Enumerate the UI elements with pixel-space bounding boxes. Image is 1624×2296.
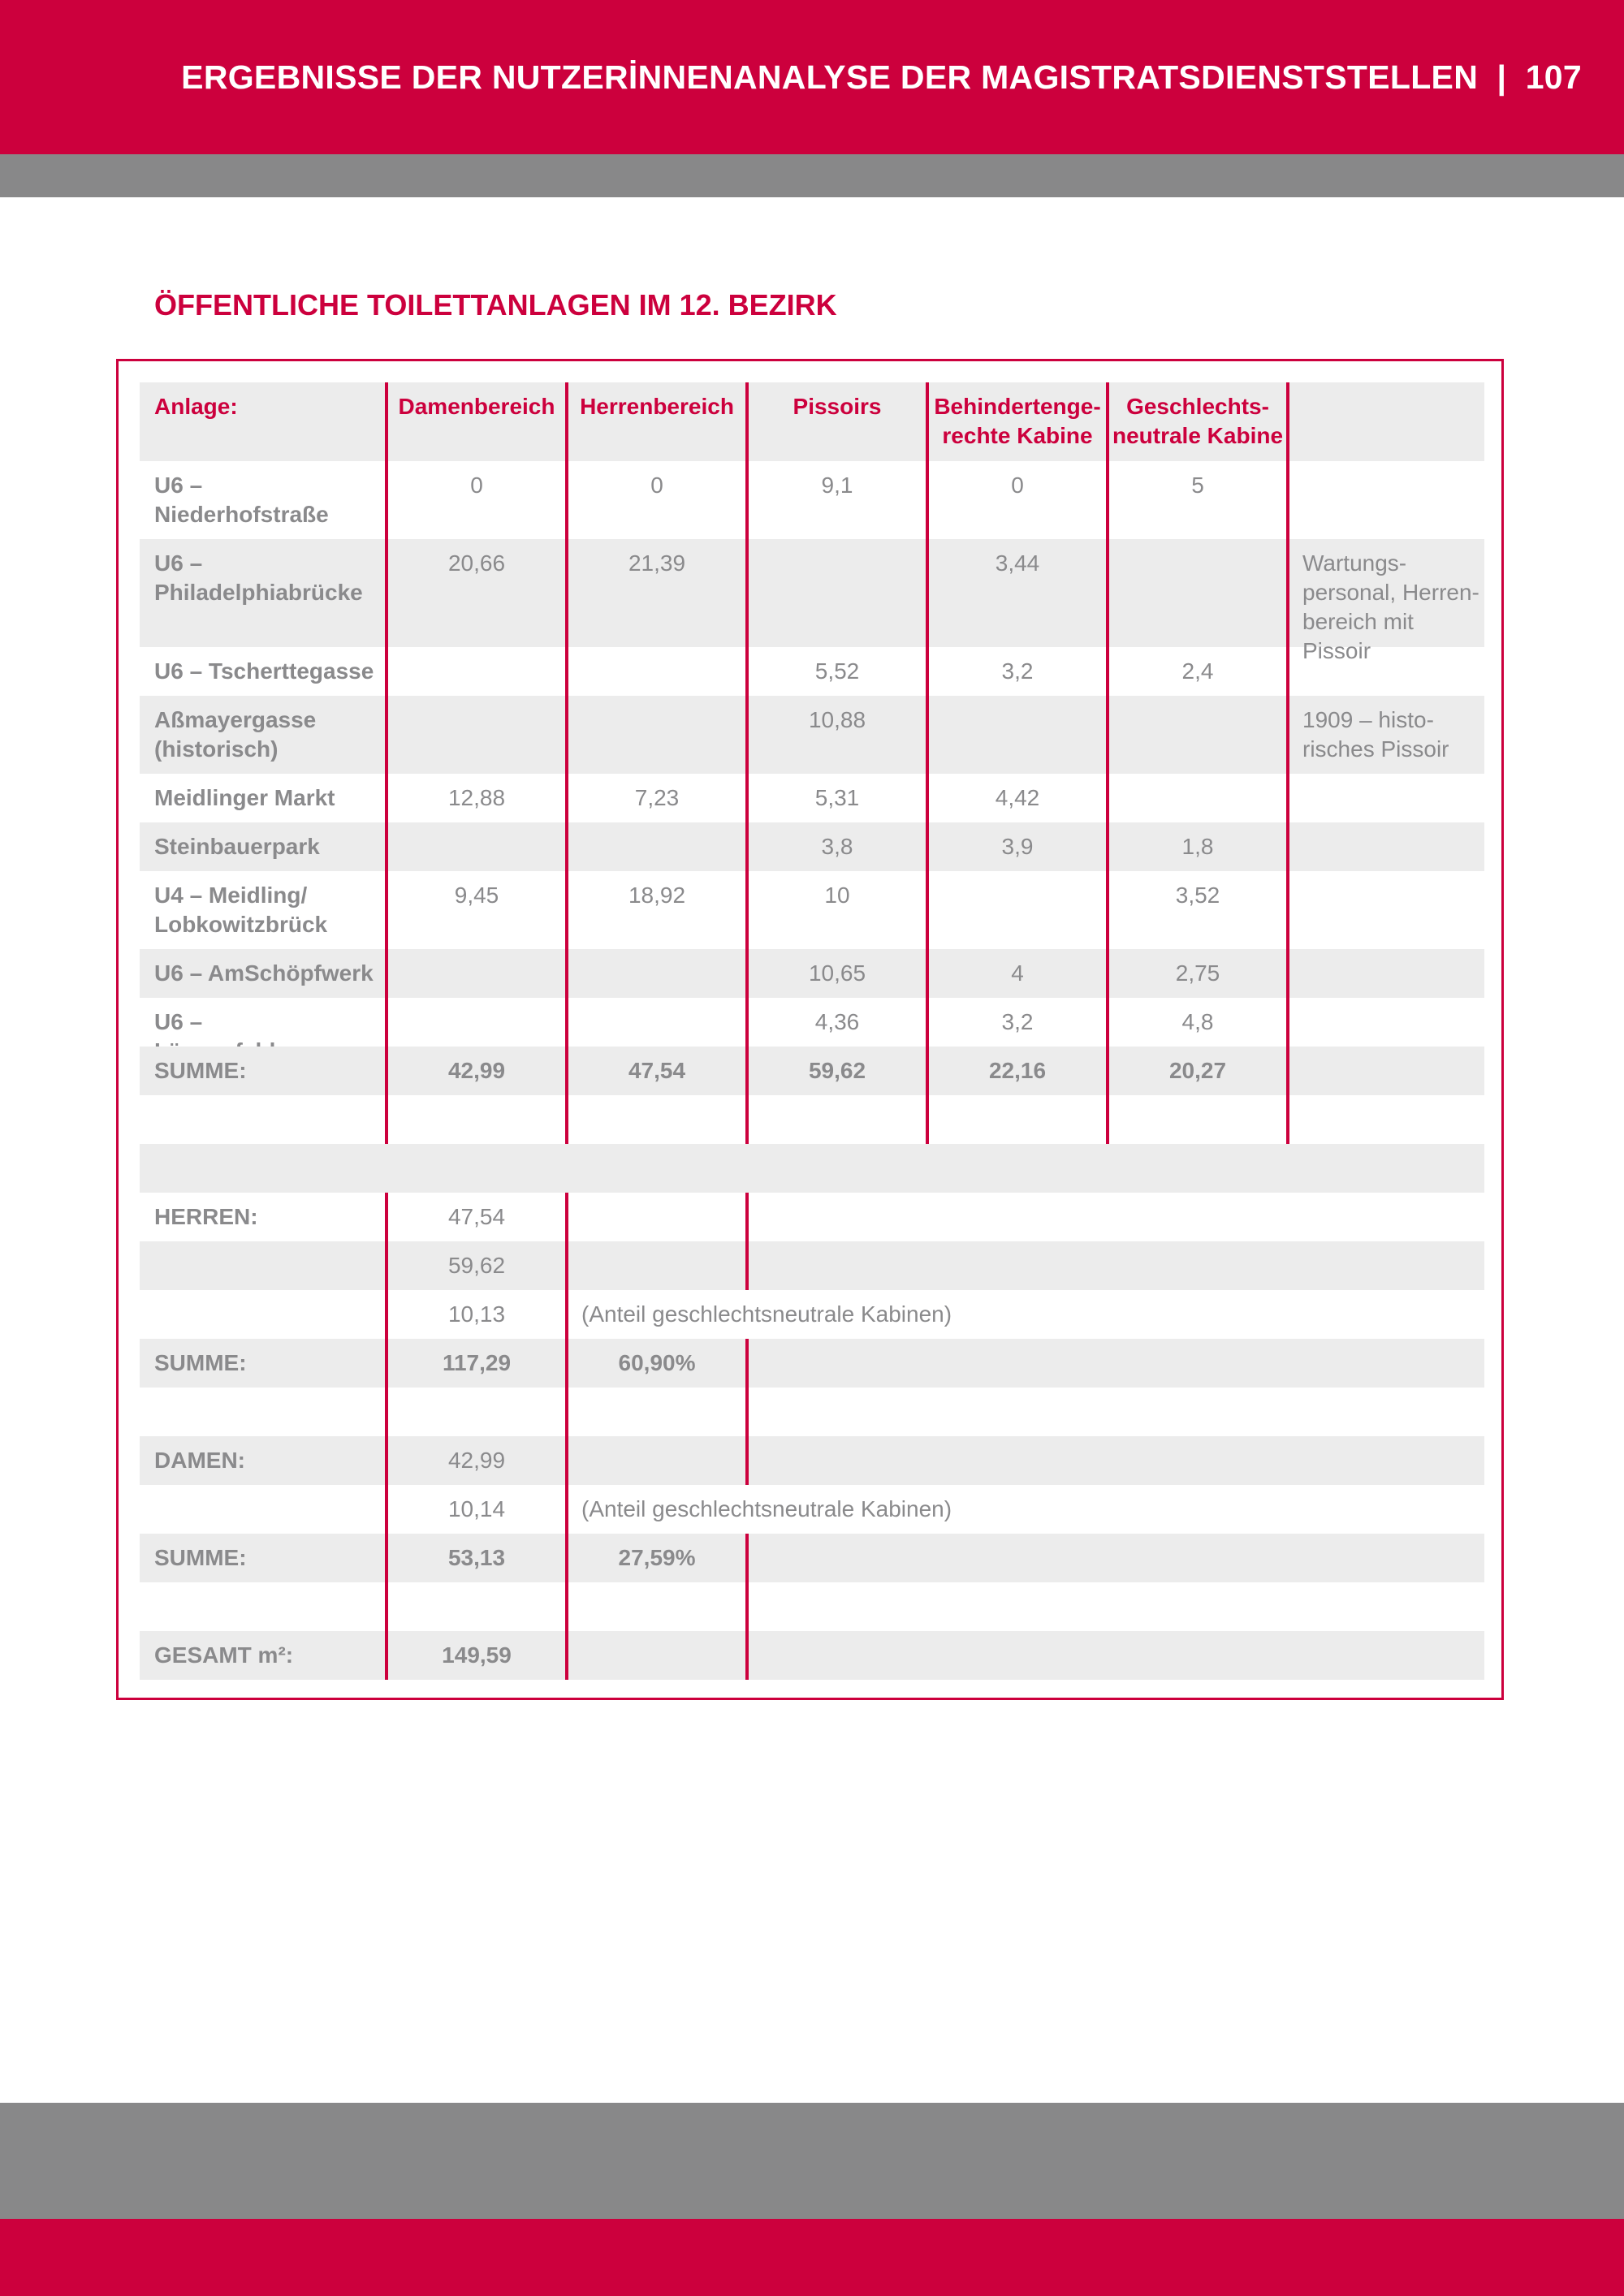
cell-behindertengerecht: 4 (926, 949, 1106, 998)
cell-damen: 0 (385, 461, 565, 539)
spacer-row (140, 1582, 1484, 1631)
row-label: U6 – (154, 1009, 203, 1034)
cell-behindertengerecht: 3,2 (926, 998, 1106, 1047)
herren-note: (Anteil geschlechtsneutrale Kabinen) (565, 1290, 1624, 1339)
damen-sum-row (140, 1534, 1484, 1582)
header-behindertengerechte-kabine: Behindertenge- rechte Kabine (926, 382, 1106, 461)
table-header-row (140, 382, 1484, 461)
header-pissoirs: Pissoirs (745, 382, 926, 461)
header-title-line (181, 58, 1582, 97)
cell-behindertengerecht: 4,42 (926, 774, 1106, 822)
sum-geschlechtsneutral: 20,27 (1106, 1047, 1286, 1095)
cell-behindertengerecht: 3,2 (926, 647, 1106, 696)
cell-geschlechtsneutral (1106, 696, 1286, 774)
herren-sum-row (140, 1339, 1484, 1388)
spacer-cell (565, 1582, 745, 1631)
table-row (140, 949, 1484, 998)
cell-damen (385, 949, 565, 998)
herren-sum-value: 117,29 (385, 1339, 565, 1388)
row-label: U4 – Meidling/ Lobkowitzbrück (154, 883, 328, 937)
table-row (140, 647, 1484, 696)
cell-note (1286, 949, 1484, 998)
damen-empty (565, 1436, 745, 1485)
cell-note (1286, 774, 1484, 822)
herren-value: 47,54 (385, 1193, 565, 1241)
section-title: ÖFFENTLICHE TOILETTANLAGEN IM 12. BEZIRK (154, 288, 837, 322)
header-anlage: Anlage: (154, 394, 238, 419)
cell-geschlechtsneutral: 1,8 (1106, 822, 1286, 871)
damen-label: DAMEN: (154, 1448, 245, 1473)
header-geschlechtsneutrale-kabine: Geschlechts- neutrale Kabine (1106, 382, 1286, 461)
spacer-cell (1286, 1095, 1484, 1144)
table-row (140, 822, 1484, 871)
sum-herren: 47,54 (565, 1047, 745, 1095)
damen-empty (745, 1534, 1624, 1582)
cell-damen: 12,88 (385, 774, 565, 822)
header-damenbereich: Damenbereich (385, 382, 565, 461)
sum-behindertengerecht: 22,16 (926, 1047, 1106, 1095)
damen-empty (745, 1436, 1624, 1485)
damen-row (140, 1485, 1484, 1534)
damen-note: (Anteil geschlechtsneutrale Kabinen) (565, 1485, 1624, 1534)
table-row (140, 774, 1484, 822)
herren-label: HERREN: (154, 1204, 258, 1229)
cell-pissoirs: 9,1 (745, 461, 926, 539)
cell-geschlechtsneutral: 2,75 (1106, 949, 1286, 998)
spacer-cell (385, 1582, 565, 1631)
herren-empty (745, 1339, 1624, 1388)
cell-herren (565, 949, 745, 998)
gesamt-empty (745, 1631, 1624, 1680)
header-separator: | (1497, 58, 1507, 96)
cell-behindertengerecht: 3,44 (926, 539, 1106, 647)
sum-label: SUMME: (154, 1058, 247, 1083)
toilet-table (140, 382, 1484, 1680)
cell-damen (385, 998, 565, 1047)
header-bar (0, 0, 1624, 154)
damen-sum-value: 53,13 (385, 1534, 565, 1582)
cell-geschlechtsneutral: 5 (1106, 461, 1286, 539)
cell-behindertengerecht: 3,9 (926, 822, 1106, 871)
cell-geschlechtsneutral: 4,8 (1106, 998, 1286, 1047)
sum-row (140, 1047, 1484, 1095)
cell-note (1286, 998, 1484, 1047)
gesamt-row (140, 1631, 1484, 1680)
cell-behindertengerecht (926, 696, 1106, 774)
cell-note: Wartungs- personal, Herren- bereich mit Pissoir (1286, 539, 1484, 647)
herren-share: 60,90% (565, 1339, 745, 1388)
row-label: U6 – Tscherttegasse (154, 658, 374, 684)
page-number: 107 (1525, 58, 1582, 96)
sum-note (1286, 1047, 1484, 1095)
cell-pissoirs: 3,8 (745, 822, 926, 871)
herren-empty (565, 1193, 745, 1241)
row-label: Steinbauerpark (154, 834, 320, 859)
spacer-cell (926, 1095, 1106, 1144)
cell-pissoirs: 4,36 (745, 998, 926, 1047)
cell-damen: 20,66 (385, 539, 565, 647)
cell-herren: 18,92 (565, 871, 745, 949)
table-row (140, 696, 1484, 774)
cell-note (1286, 822, 1484, 871)
herren-row (140, 1290, 1484, 1339)
sum-pissoirs: 59,62 (745, 1047, 926, 1095)
herren-empty (745, 1241, 1624, 1290)
footer-bar (0, 2219, 1624, 2296)
damen-sum-label: SUMME: (154, 1545, 247, 1570)
cell-herren (565, 647, 745, 696)
damen-share: 27,59% (565, 1534, 745, 1582)
cell-herren: 21,39 (565, 539, 745, 647)
spacer-cell (385, 1388, 565, 1436)
cell-geschlechtsneutral: 3,52 (1106, 871, 1286, 949)
row-label: Aßmayergasse (historisch) (154, 707, 317, 762)
damen-value: 42,99 (385, 1436, 565, 1485)
cell-behindertengerecht (926, 871, 1106, 949)
header-title: ERGEBNISSE DER NUTZERİNNENANALYSE DER MAGISTRATSDIENSTSTELLEN (181, 58, 1479, 96)
damen-value: 10,14 (385, 1485, 565, 1534)
spacer-cell (1106, 1095, 1286, 1144)
cell-pissoirs: 5,52 (745, 647, 926, 696)
spacer-cell (385, 1095, 565, 1144)
row-label: U6 – Philadelphiabrücke (154, 550, 363, 605)
spacer-row (140, 1388, 1484, 1436)
damen-row (140, 1436, 1484, 1485)
spacer-cell (565, 1095, 745, 1144)
gesamt-label: GESAMT m²: (154, 1642, 294, 1668)
cell-pissoirs (745, 539, 926, 647)
cell-damen (385, 822, 565, 871)
cell-herren: 7,23 (565, 774, 745, 822)
herren-row (140, 1193, 1484, 1241)
row-label: Meidlinger Markt (154, 785, 335, 810)
spacer-cell (565, 1388, 745, 1436)
cell-pissoirs: 10,88 (745, 696, 926, 774)
cell-note: 1909 – histo- risches Pissoir (1286, 696, 1484, 774)
header-herrenbereich: Herrenbereich (565, 382, 745, 461)
header-notes (1286, 382, 1484, 461)
cell-note (1286, 647, 1484, 696)
herren-sum-label: SUMME: (154, 1350, 247, 1375)
footer-gray-band (0, 2103, 1624, 2219)
cell-damen (385, 647, 565, 696)
row-label: U6 – AmSchöpfwerk (154, 960, 374, 986)
row-label: U6 – Niederhofstraße (154, 473, 329, 527)
cell-herren (565, 822, 745, 871)
sum-damen: 42,99 (385, 1047, 565, 1095)
herren-value: 59,62 (385, 1241, 565, 1290)
cell-damen (385, 696, 565, 774)
separator-row (140, 1144, 1484, 1193)
table-row (140, 539, 1484, 663)
cell-geschlechtsneutral (1106, 774, 1286, 822)
cell-herren: 0 (565, 461, 745, 539)
herren-empty (565, 1241, 745, 1290)
cell-herren (565, 696, 745, 774)
herren-empty (745, 1193, 1624, 1241)
cell-geschlechtsneutral (1106, 539, 1286, 647)
gesamt-empty (565, 1631, 745, 1680)
cell-damen: 9,45 (385, 871, 565, 949)
table-row (140, 871, 1484, 949)
spacer-row (140, 1095, 1484, 1144)
spacer-cell (745, 1582, 1624, 1631)
table-row (140, 998, 1484, 1047)
gesamt-value: 149,59 (385, 1631, 565, 1680)
spacer-cell (745, 1095, 926, 1144)
cell-pissoirs: 5,31 (745, 774, 926, 822)
header-gray-band (0, 154, 1624, 197)
cell-pissoirs: 10 (745, 871, 926, 949)
cell-herren (565, 998, 745, 1047)
cell-note (1286, 461, 1484, 539)
cell-behindertengerecht: 0 (926, 461, 1106, 539)
herren-value: 10,13 (385, 1290, 565, 1339)
spacer-cell (745, 1388, 1624, 1436)
herren-row (140, 1241, 1484, 1290)
cell-pissoirs: 10,65 (745, 949, 926, 998)
cell-note (1286, 871, 1484, 949)
cell-geschlechtsneutral: 2,4 (1106, 647, 1286, 696)
table-row (140, 461, 1484, 539)
